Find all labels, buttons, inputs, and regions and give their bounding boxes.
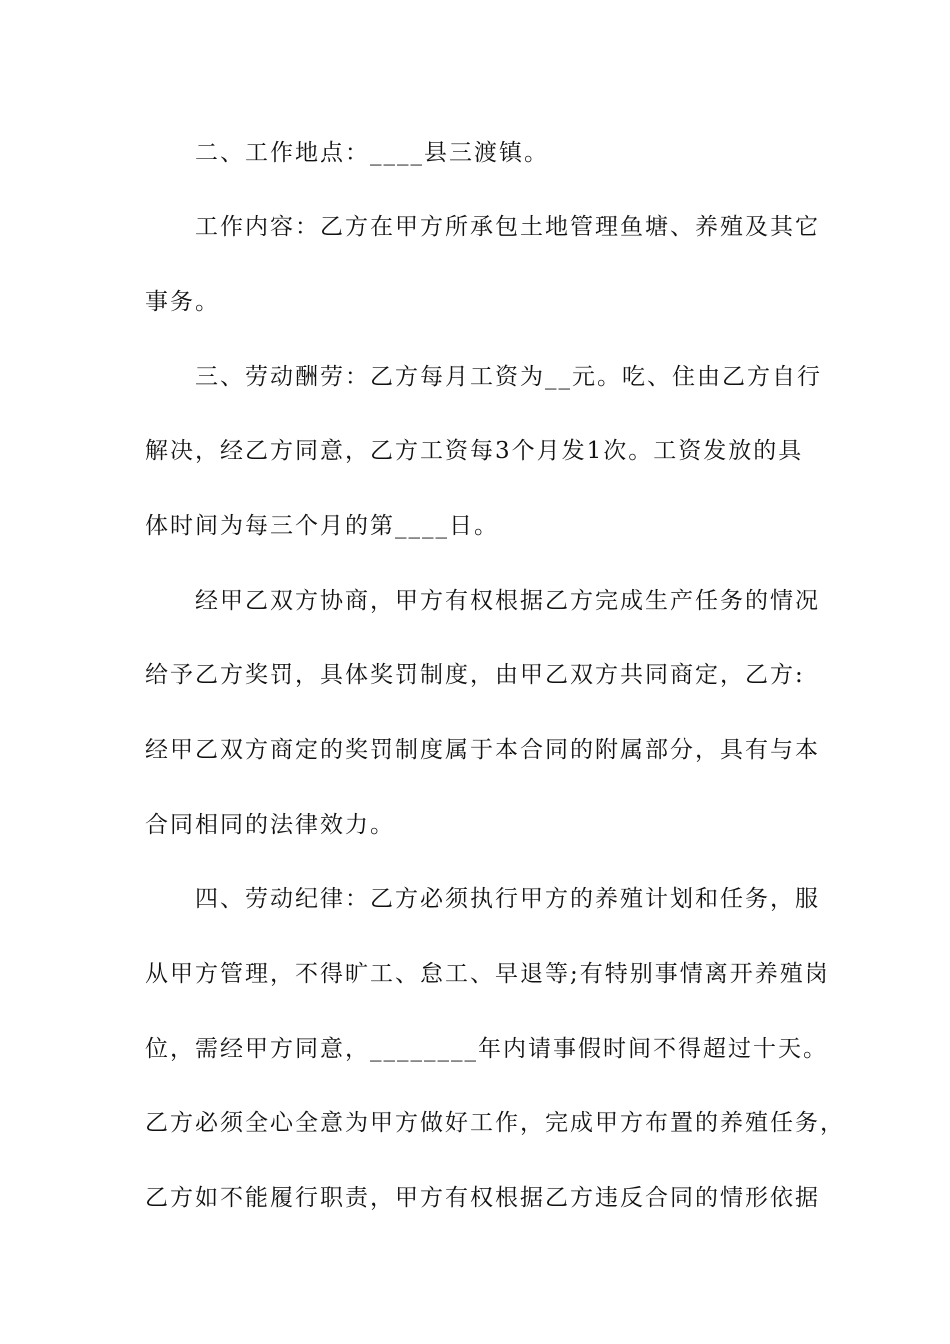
text-line: 解决，经乙方同意，乙方工资每3个月发1次。工资发放的具: [145, 438, 804, 464]
text-line: 合同相同的法律效力。: [145, 812, 395, 838]
text-line: 给予乙方奖罚，具体奖罚制度，由甲乙双方共同商定，乙方:: [145, 662, 805, 688]
text-line: 位，需经甲方同意，________年内请事假时间不得超过十天。: [145, 1036, 828, 1062]
text-line: 从甲方管理，不得旷工、怠工、早退等;有特别事情离开养殖岗: [145, 961, 830, 987]
text-line: 事务。: [145, 289, 220, 315]
text-line: 乙方必须全心全意为甲方做好工作，完成甲方布置的养殖任务，: [145, 1110, 845, 1136]
text-line: 三、劳动酬劳：乙方每月工资为__元。吃、住由乙方自行: [195, 364, 822, 390]
text-line: 体时间为每三个月的第____日。: [145, 513, 499, 539]
text-line: 二、工作地点：____县三渡镇。: [195, 140, 549, 166]
text-line: 乙方如不能履行职责，甲方有权根据乙方违反合同的情形依据: [145, 1185, 820, 1211]
text-line: 工作内容：乙方在甲方所承包土地管理鱼塘、养殖及其它: [195, 214, 820, 240]
text-line: 经甲乙双方商定的奖罚制度属于本合同的附属部分，具有与本: [145, 737, 820, 763]
text-line: 四、劳动纪律：乙方必须执行甲方的养殖计划和任务，服: [195, 886, 820, 912]
text-line: 经甲乙双方协商，甲方有权根据乙方完成生产任务的情况: [195, 588, 820, 614]
